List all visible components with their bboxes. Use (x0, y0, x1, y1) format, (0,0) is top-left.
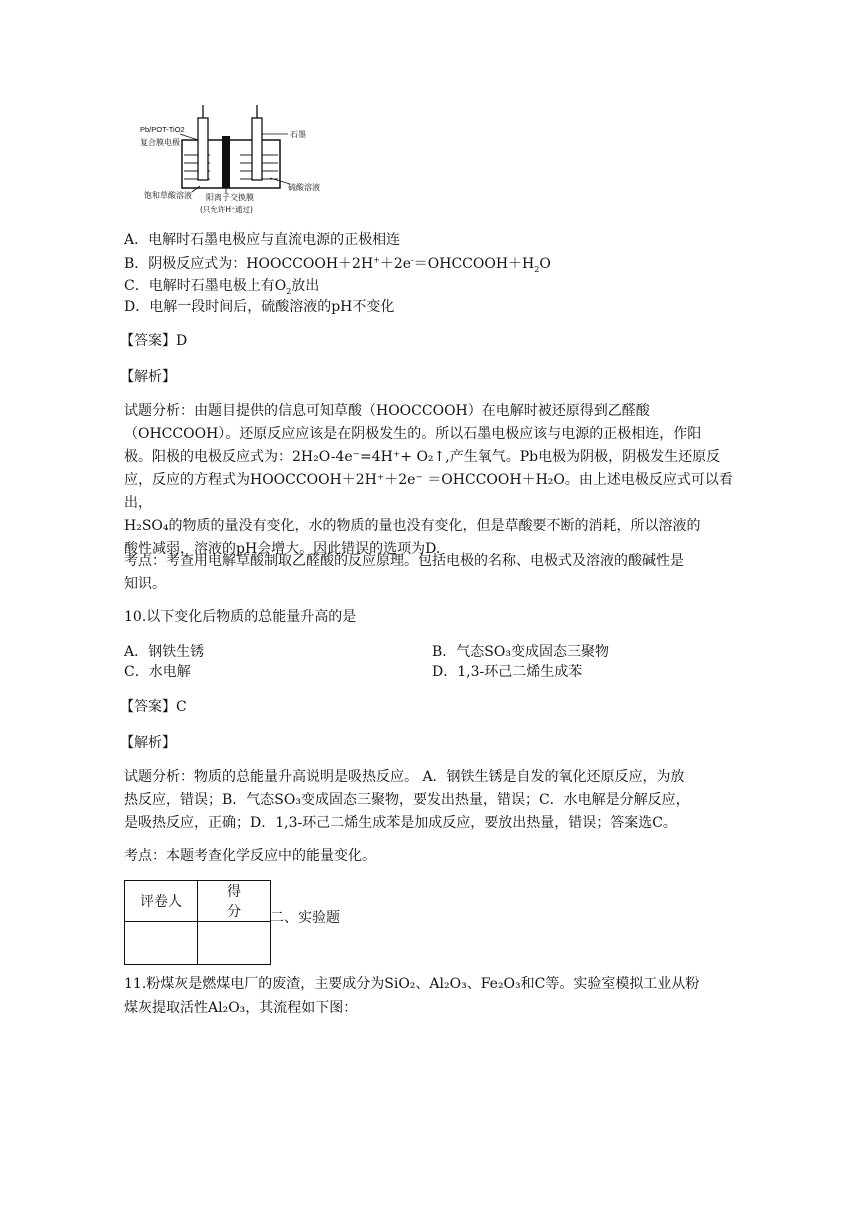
q10-stem: 10.以下变化后物质的总能量升高的是 (124, 609, 357, 625)
q9-option-b-sub: 2 (534, 264, 540, 274)
q10-option-b: B．气态SO₃变成固态三聚物 (432, 644, 609, 660)
q9-analysis-title: 【解析】 (120, 369, 176, 385)
label-bottom-left: 饱和草酸溶液 (144, 191, 192, 200)
q10-answer: 【答案】C (120, 699, 187, 715)
score-table-cell (198, 922, 271, 965)
ion-exchange-membrane (222, 136, 230, 188)
q9-option-b (124, 254, 551, 274)
label-bottom-mid-1: 阳离子交换膜 (206, 193, 254, 202)
q9-answer: 【答案】D (120, 333, 188, 349)
q9-analysis-line: 酸性减弱，溶液的pH会增大。因此错误的选项为D. (124, 541, 441, 557)
score-table (124, 880, 271, 965)
tank-outline (182, 140, 280, 188)
q9-point-line: 考点：考查用电解草酸制取乙醛酸的反应原理。包括电极的名称、电极式及溶液的酸碱性是 (124, 553, 684, 569)
q9-point-line: 知识。 (124, 576, 166, 592)
q9-analysis-line: （OHCCOOH）。还原反应应该是在阴极发生的。所以石墨电极应该与电源的正极相连，作阳 (124, 426, 702, 442)
q9-analysis-line: 试题分析：由题目提供的信息可知草酸（HOOCCOOH）在电解时被还原得到乙醛酸 (124, 403, 650, 419)
q9-option-d: D．电解一段时间后，硫酸溶液的pH不变化 (124, 299, 395, 315)
q9-option-b-post: ＝OHCCOOH＋H (413, 256, 535, 272)
q10-analysis (124, 766, 754, 835)
q9-analysis (124, 400, 754, 561)
label-left-2: 复合膜电极 (140, 138, 180, 147)
q10-analysis-line: 试题分析：物质的总能量升高说明是吸热反应。 A．钢铁生锈是自发的氧化还原反应，为放 (124, 769, 685, 785)
label-bottom-mid-2: (只允许H⁺通过) (200, 205, 253, 214)
q10-option-c: C．水电解 (124, 664, 191, 680)
q9-option-c-pre: C．电解时石墨电极上有O (124, 278, 287, 294)
q9-option-c-sub: 2 (286, 286, 292, 296)
q9-option-c (124, 276, 319, 296)
section-title: 二、实验题 (270, 910, 340, 926)
q9-option-b-pre: B．阴极反应式为：HOOCCOOH＋2H (124, 256, 374, 272)
q9-option-c-post: 放出 (291, 278, 320, 294)
q11-line: 煤灰提取活性Al₂O₃，其流程如下图： (124, 1000, 358, 1016)
q9-analysis-line: 应，反应的方程式为HOOCCOOH＋2H⁺＋2e⁻ ＝OHCCOOH＋H₂O。由上述电极反应式可以看出， (124, 472, 733, 511)
right-electrode (252, 118, 262, 180)
q10-option-a: A．钢铁生锈 (124, 644, 205, 660)
q9-option-b-sup1: + (373, 255, 380, 265)
score-table-col1: 评卷人 (125, 881, 198, 922)
q10-point: 考点：本题考查化学反应中的能量变化。 (124, 848, 376, 864)
q10-analysis-title: 【解析】 (120, 735, 176, 751)
label-bottom-right: 硫酸溶液 (288, 183, 320, 192)
q10-analysis-line: 是吸热反应，正确；D．1,3-环己二烯生成苯是加成反应，要放出热量，错误；答案选C。 (124, 815, 677, 831)
q11-line: 11.粉煤灰是燃煤电厂的废渣，主要成分为SiO₂、Al₂O₃、Fe₂O₃和C等。实验室模拟工业从粉 (124, 976, 700, 992)
q10-option-d: D．1,3-环己二烯生成苯 (432, 664, 583, 680)
q9-option-b-end: O (539, 256, 551, 272)
q11-stem (124, 972, 754, 1020)
q9-option-b-mid: ＋2e (379, 256, 412, 272)
q9-option-b-sup2: - (411, 255, 414, 265)
electrolysis-diagram (140, 100, 335, 218)
q9-option-a: A．电解时石墨电极应与直流电源的正极相连 (124, 232, 401, 248)
q9-point (124, 550, 754, 596)
q10-analysis-line: 热反应，错误；B．气态SO₃变成固态三聚物，要发出热量，错误；C．水电解是分解反应， (124, 792, 690, 808)
score-table-cell (125, 922, 198, 965)
score-table-col2: 得 分 (198, 881, 271, 922)
left-electrode (198, 118, 208, 180)
label-right-1: 石墨 (290, 130, 306, 139)
q9-analysis-line: H₂SO₄的物质的量没有变化，水的物质的量也没有变化，但是草酸要不断的消耗，所以溶液的 (124, 518, 701, 534)
label-left-1: Pb/POT-TiO2 (140, 125, 185, 134)
q9-analysis-line: 极。阳极的电极反应式为：2H₂O-4e⁻=4H⁺+ O₂↑,产生氧气。Pb电极为阴极，阴极发生还原反 (124, 449, 721, 465)
